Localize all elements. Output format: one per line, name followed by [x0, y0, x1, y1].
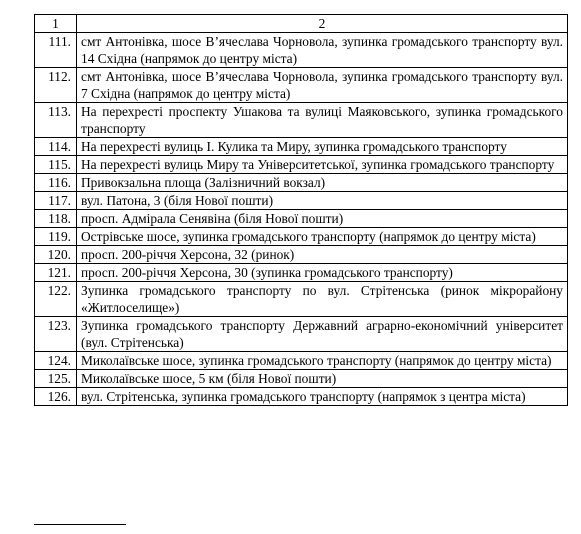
row-number: 111.	[35, 33, 77, 68]
row-location-text: вул. Патона, 3 (біля Нової пошти)	[77, 192, 568, 210]
row-location-text: Зупинка громадського транспорту Державний аграрно-економічний університет (вул. Стрітенська)	[77, 317, 568, 352]
table-row	[35, 282, 568, 317]
row-number: 120.	[35, 246, 77, 264]
table-row	[35, 174, 568, 192]
table-row	[35, 317, 568, 352]
row-location-text: Зупинка громадського транспорту по вул. Стрітенська (ринок мікрорайону «Житлоселище»)	[77, 282, 568, 317]
row-location-text: смт Антонівка, шосе В’ячеслава Чорновола, зупинка громадського транспорту вул. 14 Східна (напрямок до центру міста)	[77, 33, 568, 68]
row-number: 114.	[35, 138, 77, 156]
row-location-text: Миколаївське шосе, 5 км (біля Нової пошти)	[77, 370, 568, 388]
row-number: 116.	[35, 174, 77, 192]
table-row	[35, 388, 568, 406]
row-location-text: просп. 200-річчя Херсона, 32 (ринок)	[77, 246, 568, 264]
row-location-text: вул. Стрітенська, зупинка громадського транспорту (напрямок з центра міста)	[77, 388, 568, 406]
row-number: 119.	[35, 228, 77, 246]
row-location-text: Миколаївське шосе, зупинка громадського транспорту (напрямок до центру міста)	[77, 352, 568, 370]
table-body	[35, 33, 568, 406]
row-location-text: На перехресті проспекту Ушакова та вулиці Маяковського, зупинка громадського транспорту	[77, 103, 568, 138]
document-page	[34, 14, 567, 406]
row-location-text: Острівське шосе, зупинка громадського транспорту (напрямок до центру міста)	[77, 228, 568, 246]
row-number: 124.	[35, 352, 77, 370]
row-location-text: На перехресті вулиць І. Кулика та Миру, зупинка громадського транспорту	[77, 138, 568, 156]
row-number: 125.	[35, 370, 77, 388]
table-row	[35, 210, 568, 228]
row-location-text: смт Антонівка, шосе В’ячеслава Чорновола, зупинка громадського транспорту вул. 7 Східна (напрямок до центру міста)	[77, 68, 568, 103]
row-number: 126.	[35, 388, 77, 406]
row-number: 113.	[35, 103, 77, 138]
row-location-text: Привокзальна площа (Залізничний вокзал)	[77, 174, 568, 192]
table-row	[35, 228, 568, 246]
row-number: 123.	[35, 317, 77, 352]
table-header-row	[35, 15, 568, 33]
column-header-location: 2	[77, 15, 568, 33]
row-location-text: На перехресті вулиць Миру та Університетської, зупинка громадського транспорту	[77, 156, 568, 174]
table-row	[35, 352, 568, 370]
table-row	[35, 138, 568, 156]
table-row	[35, 33, 568, 68]
footnote-separator	[34, 524, 126, 525]
table-row	[35, 156, 568, 174]
table-row	[35, 68, 568, 103]
table-row	[35, 192, 568, 210]
row-location-text: просп. Адмірала Сенявіна (біля Нової пошти)	[77, 210, 568, 228]
locations-table	[34, 14, 568, 406]
table-row	[35, 103, 568, 138]
table-row	[35, 264, 568, 282]
column-header-number: 1	[35, 15, 77, 33]
row-number: 115.	[35, 156, 77, 174]
table-row	[35, 370, 568, 388]
row-number: 122.	[35, 282, 77, 317]
row-number: 117.	[35, 192, 77, 210]
row-number: 121.	[35, 264, 77, 282]
row-number: 112.	[35, 68, 77, 103]
table-row	[35, 246, 568, 264]
row-number: 118.	[35, 210, 77, 228]
row-location-text: просп. 200-річчя Херсона, 30 (зупинка громадського транспорту)	[77, 264, 568, 282]
